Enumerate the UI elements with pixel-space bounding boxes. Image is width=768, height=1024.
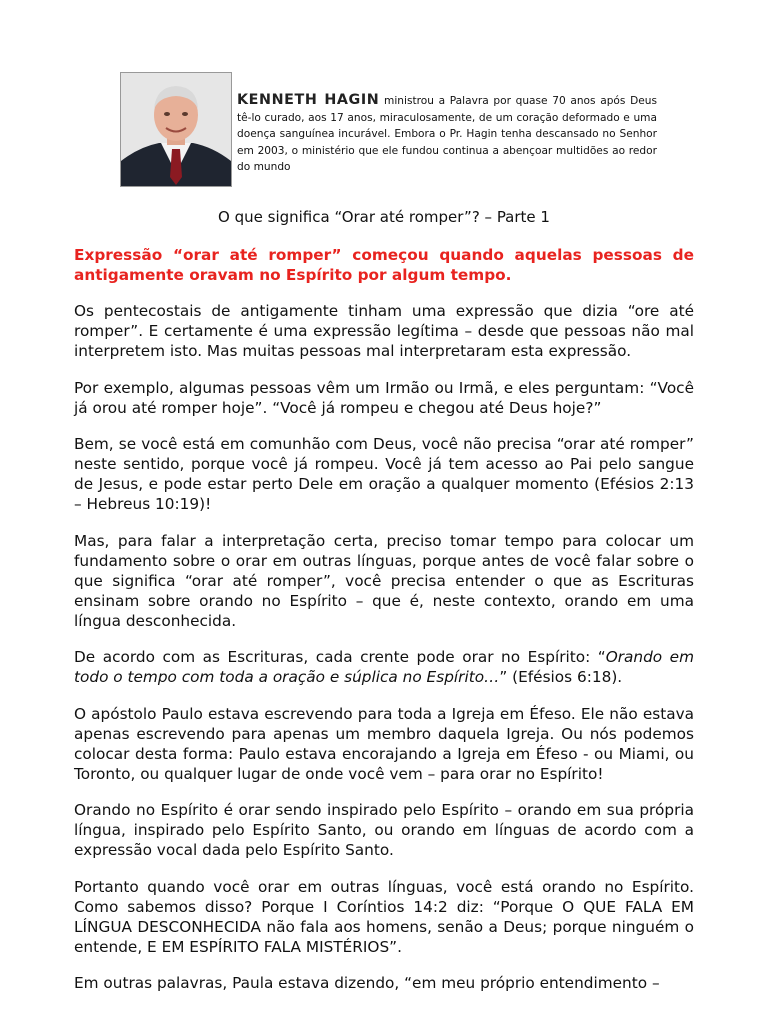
article-subtitle: Expressão “orar até romper” começou quando aquelas pessoas de antigamente oravam no Espírito por algum tempo.	[74, 246, 694, 284]
paragraph-5	[74, 647, 694, 687]
paragraph-2: Por exemplo, algumas pessoas vêm um Irmão ou Irmã, e eles perguntam: “Você já orou até romper hoje”. “Você já rompeu e chegou até Deus hoje?”	[74, 378, 694, 417]
paragraph-5-end: ” (Efésios 6:18).	[499, 668, 623, 686]
paragraph-1: Os pentecostais de antigamente tinham uma expressão que dizia “ore até romper”. E certamente é uma expressão legítima – desde que pessoas não mal interpretem isto. Mas muitas pessoas mal interpretaram esta expressão.	[74, 302, 694, 360]
article-body	[74, 245, 694, 1010]
article-title: O que significa “Orar até romper”? – Parte 1	[218, 208, 550, 226]
author-photo	[120, 72, 232, 187]
author-bio	[237, 92, 657, 176]
paragraph-8: Portanto quando você orar em outras línguas, você está orando no Espírito. Como sabemos disso? Porque I Coríntios 14:2 diz: “Porque O QUE FALA EM LÍNGUA DESCONHECIDA não fala aos homens, senão a Deus; porque ninguém o entende, E EM ESPÍRITO FALA MISTÉRIOS”.	[74, 877, 694, 956]
paragraph-7: Orando no Espírito é orar sendo inspirado pelo Espírito – orando em sua própria língua, inspirado pelo Espírito Santo, ou orando em línguas de acordo com a expressão vocal dada pelo Espírito Santo.	[74, 801, 694, 859]
paragraph-4: Mas, para falar a interpretação certa, preciso tomar tempo para colocar um fundamento sobre o orar em outras línguas, porque antes de você falar sobre o que significa “orar até romper”, você precisa entender o que as Escrituras ensinam sobre orando no Espírito – que é, neste contexto, orando em uma língua desconhecida.	[74, 531, 694, 630]
paragraph-3: Bem, se você está em comunhão com Deus, você não precisa “orar até romper” neste sentido, porque você já rompeu. Você já tem acesso ao Pai pelo sangue de Jesus, e pode estar perto Dele em oração a qualquer momento (Efésios 2:13 – Hebreus 10:19)!	[74, 435, 694, 513]
author-bio-text: ministrou a Palavra por quase 70 anos após Deus tê-lo curado, aos 17 anos, miraculosamente, de um coração deformado e uma doença sanguínea incurável. Embora o Pr. Hagin tenha descansado no Senhor em 2003, o ministério que ele fundou continua a abençoar multidões ao redor do mundo	[237, 95, 657, 173]
paragraph-9: Em outras palavras, Paula estava dizendo, “em meu próprio entendimento –	[74, 974, 660, 992]
author-box	[120, 72, 660, 192]
paragraph-6: O apóstolo Paulo estava escrevendo para toda a Igreja em Éfeso. Ele não estava apenas escrevendo para apenas um membro daquela Igreja. Ou nós podemos colocar desta forma: Paulo estava encorajando a Igreja em Éfeso - ou Miami, ou Toronto, ou qualquer lugar de onde você vem – para orar no Espírito!	[74, 704, 694, 783]
paragraph-5-start: De acordo com as Escrituras, cada crente pode orar no Espírito: “	[74, 648, 606, 666]
author-name: KENNETH HAGIN	[237, 92, 380, 108]
scripture-quote: Orando em todo o tempo com toda a oração e súplica no Espírito…	[74, 648, 694, 686]
